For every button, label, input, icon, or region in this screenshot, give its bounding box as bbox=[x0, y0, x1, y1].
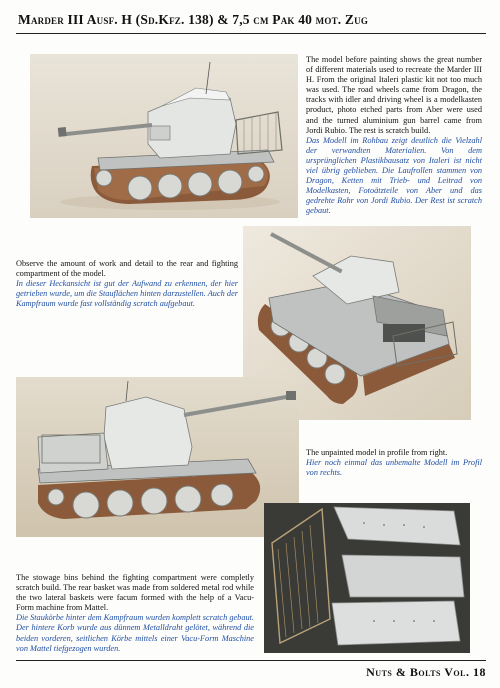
caption-1-german: Das Modell im Rohbau zeigt deutlich die Vielzahl der verwandten Materialien. Von dem ursprünglichen Plastikbausatz von Italeri ist nicht viel übrig geblieben. Die Laufrollen stammen von Dragon, Ketten mit Trieb- und Leitrad von Modelkasten, Fotoätzteile von Aber und das gedrehte Rohr von Jordi Rubio. Der Rest ist scratch gebaut. bbox=[306, 135, 482, 216]
caption-1 bbox=[306, 55, 482, 217]
caption-3-german: Hier noch einmal das unbemalte Modell im Profil von rechts. bbox=[306, 458, 482, 478]
header-rule bbox=[16, 33, 486, 34]
caption-2-english: Observe the amount of work and detail to the rear and fighting compartment of the model. bbox=[16, 259, 238, 279]
caption-4 bbox=[16, 573, 254, 654]
footer-rule bbox=[16, 660, 486, 661]
stowage-bins-image bbox=[264, 503, 470, 653]
tank-model-image bbox=[30, 54, 298, 218]
page-title: Marder III Ausf. H (Sd.Kfz. 138) & 7,5 cm Pak 40 mot. Zug bbox=[18, 12, 369, 27]
caption-3-english: The unpainted model in profile from right. bbox=[306, 448, 448, 457]
caption-4-english: The stowage bins behind the fighting compartment were completly scratch build. The rear basket was made from soldered metal rod while the two lateral baskets were facum formed with the help of a Vacu-Form machine from Mattel. bbox=[16, 573, 254, 613]
photo-model-left-profile bbox=[30, 54, 298, 218]
caption-4-german: Die Staukörbe hinter dem Kampfraum wurden komplett scratch gebaut. Der hintere Korb wurde aus dünnem Metalldraht gelötet, während die beiden vorderen, seitlichen Körbe mittels einer Vacu-Form Maschine von Mattel tiefgezogen wurden. bbox=[16, 613, 254, 653]
footer-label: Nuts & Bolts Vol. 18 bbox=[366, 665, 486, 679]
caption-2-german: In dieser Heckansicht ist gut der Aufwand zu erkennen, der hier getrieben wurde, um die Stauflächen hinten darzustellen. Auch der Kampfraum wurde fast vollständig scratch aufgebaut. bbox=[16, 279, 238, 309]
caption-1-english: The model before painting shows the great number of different materials used to recreate the Marder III H. From the original Italeri plastic kit not too much was used. The road wheels came from Dragon, the tracks with idler and driving wheel is a modelkasten product, photo etched parts from Aber were used and the turned aluminium gun barrel came from Jordi Rubio. The rest is scratch build. bbox=[306, 55, 482, 135]
photo-model-right-profile bbox=[16, 377, 299, 537]
tank-model-image bbox=[16, 377, 299, 537]
photo-stowage-bins bbox=[264, 503, 470, 653]
caption-3 bbox=[306, 448, 482, 478]
caption-2 bbox=[16, 259, 238, 309]
